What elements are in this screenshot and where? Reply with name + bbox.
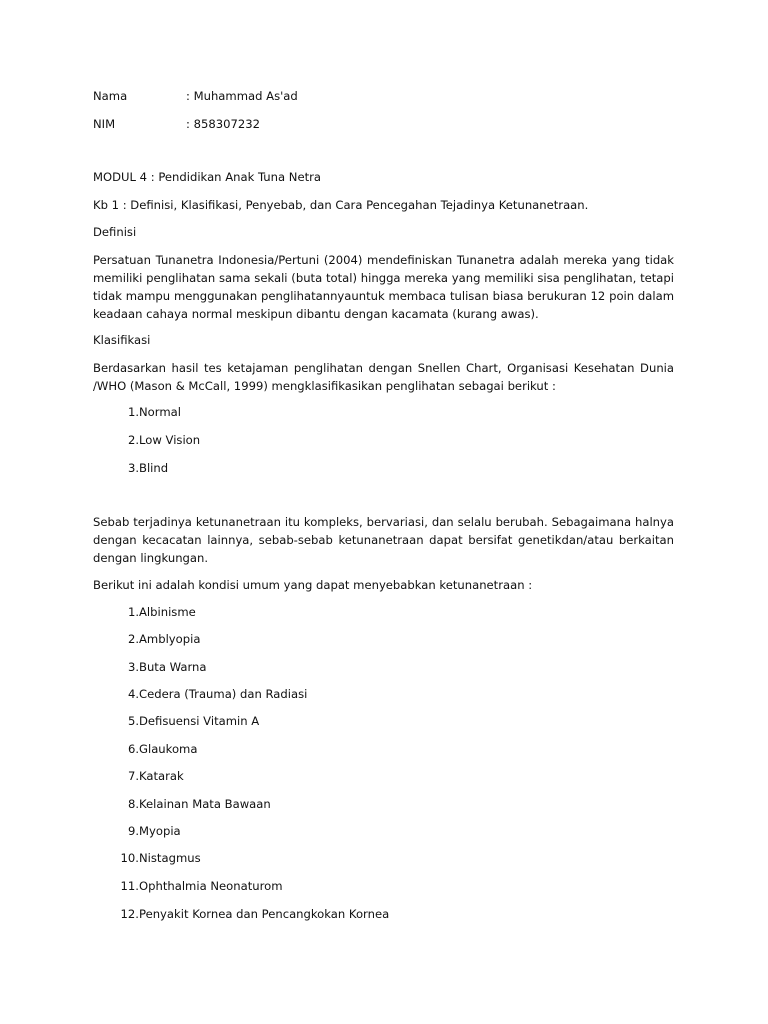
list-item (93, 630, 201, 648)
list-text: Ophthalmia Neonaturom (139, 879, 283, 893)
list-number: 5. (127, 714, 139, 728)
list-text: Amblyopia (139, 632, 201, 646)
definisi-line: Persatuan Tunanetra Indonesia/Pertuni (2004) mendefiniskan Tunanetra adalah mereka yang tidak (93, 253, 674, 267)
klasifikasi-line: Berdasarkan hasil tes ketajaman penglihatan dengan Snellen Chart, Organisasi Kesehatan Dunia (93, 361, 674, 375)
list-item (93, 849, 201, 867)
list-number: 7. (127, 769, 139, 783)
definisi-paragraph (93, 251, 674, 323)
list-number: 8. (127, 797, 139, 811)
list-number: 1. (127, 605, 139, 619)
list-item (93, 905, 390, 923)
list-text: Defisuensi Vitamin A (139, 714, 260, 728)
nim-value: : 858307232 (186, 117, 260, 131)
list-item (93, 403, 181, 421)
list-item (93, 740, 198, 758)
list-item (93, 877, 283, 895)
list-text: Glaukoma (139, 742, 198, 756)
list-number: 3. (127, 461, 139, 475)
list-text: Myopia (139, 824, 181, 838)
list-item (93, 658, 207, 676)
sebab-line: dengan kecacatan lainnya, sebab-sebab ketunanetraan dapat bersifat genetikdan/atau berkaitan (93, 533, 674, 547)
list-text: Albinisme (139, 605, 196, 619)
list-item (93, 822, 181, 840)
sebab-line: Sebab terjadinya ketunanetraan itu kompleks, bervariasi, dan selalu berubah. Sebagaimana halnya (93, 515, 674, 529)
definisi-line: keadaan cahaya normal meskipun dibantu dengan kacamata (kurang awas). (93, 307, 539, 321)
list-text: Nistagmus (139, 851, 201, 865)
list-number: 10. (120, 851, 139, 865)
list-text: Low Vision (139, 433, 201, 447)
list-text: Kelainan Mata Bawaan (139, 797, 271, 811)
sebab-paragraph (93, 513, 674, 567)
name-label: Nama (93, 89, 128, 103)
list-number: 12. (120, 907, 139, 921)
module-title: MODUL 4 : Pendidikan Anak Tuna Netra (93, 170, 322, 184)
list-number: 3. (127, 660, 139, 674)
list-item (93, 712, 260, 730)
list-number: 4. (127, 687, 139, 701)
list-text: Penyakit Kornea dan Pencangkokan Kornea (139, 907, 390, 921)
list-text: Normal (139, 405, 181, 419)
list-item (93, 767, 184, 785)
list-item (93, 431, 201, 449)
list-number: 2. (127, 632, 139, 646)
klasifikasi-paragraph (93, 359, 674, 395)
list-number: 11. (120, 879, 139, 893)
sebab-intro: Berikut ini adalah kondisi umum yang dapat menyebabkan ketunanetraan : (93, 578, 533, 592)
nim-label: NIM (93, 117, 116, 131)
definisi-line: memiliki penglihatan sama sekali (buta total) hingga mereka yang memiliki sisa penglihatan, tetapi (93, 271, 674, 285)
list-text: Katarak (139, 769, 184, 783)
list-number: 6. (127, 742, 139, 756)
list-item (93, 603, 196, 621)
klasifikasi-heading: Klasifikasi (93, 333, 151, 347)
list-text: Cedera (Trauma) dan Radiasi (139, 687, 308, 701)
definisi-line: tidak mampu menggunakan penglihatannyauntuk membaca tulisan biasa berukuran 12 poin dalam (93, 289, 674, 303)
list-item (93, 685, 308, 703)
klasifikasi-line: /WHO (Mason & McCall, 1999) mengklasifikasikan penglihatan sebagai berikut : (93, 379, 556, 393)
list-number: 9. (127, 824, 139, 838)
sebab-line: dengan lingkungan. (93, 551, 209, 565)
name-value: : Muhammad As'ad (186, 89, 298, 103)
list-number: 1. (127, 405, 139, 419)
list-item (93, 795, 271, 813)
list-text: Buta Warna (139, 660, 207, 674)
definisi-heading: Definisi (93, 225, 137, 239)
list-item (93, 459, 169, 477)
kb-title: Kb 1 : Definisi, Klasifikasi, Penyebab, dan Cara Pencegahan Tejadinya Ketunanetraan. (93, 198, 589, 212)
list-number: 2. (127, 433, 139, 447)
list-text: Blind (139, 461, 169, 475)
